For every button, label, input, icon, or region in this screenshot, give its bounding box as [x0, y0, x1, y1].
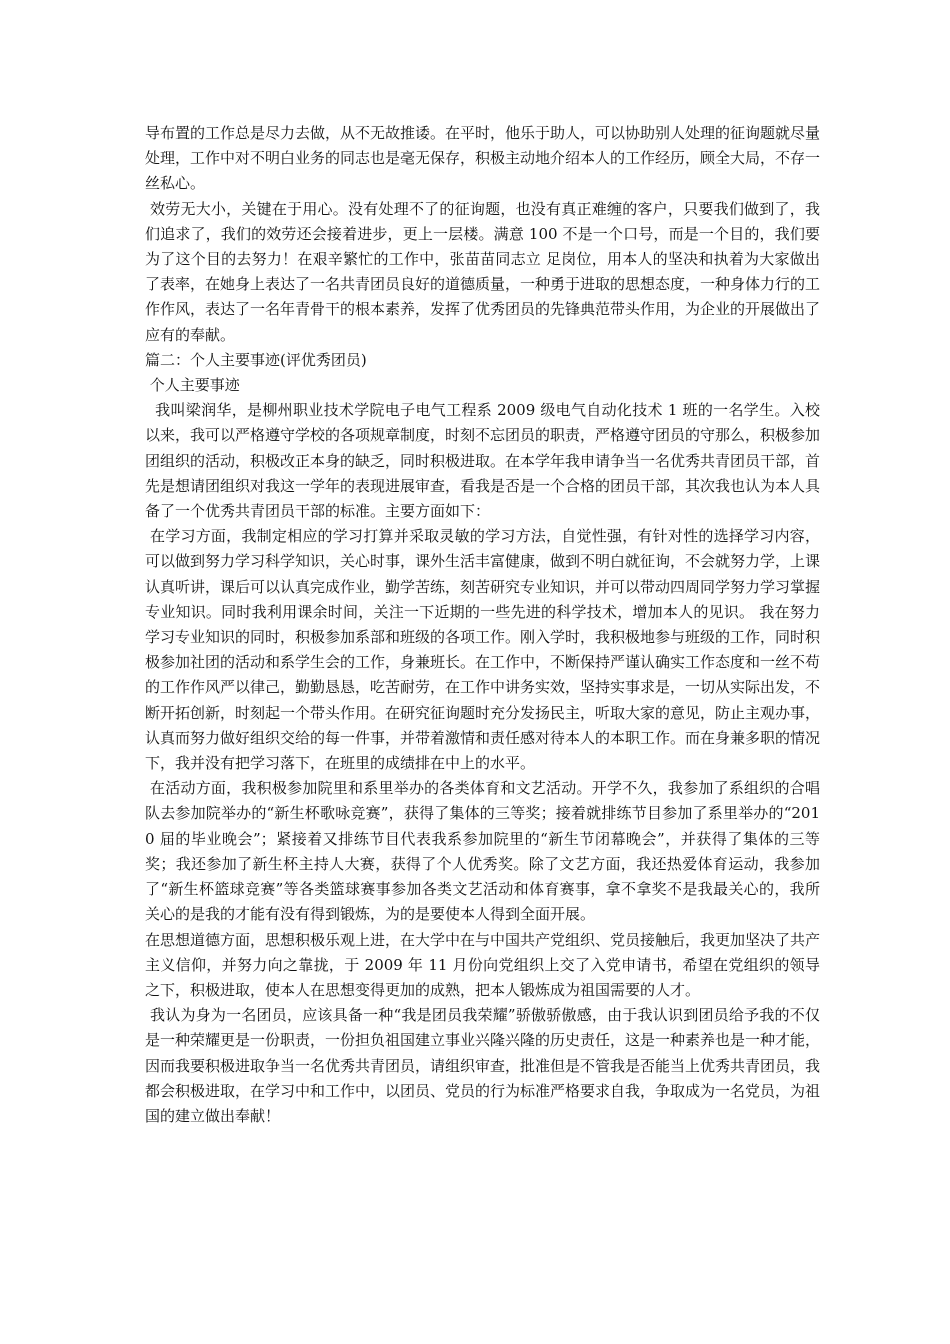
paragraph-ideology: 在思想道德方面，思想积极乐观上进，在大学中在与中国共产党组织、党员接触后，我更加坚决了共产主义信仰，并努力向之靠拢，于 2009 年 11 月份向党组织上交了入党申请书，希望在党组织的领导之下，积极进取，使本人在思想变得更加的成熟，把本人锻炼成为祖国需要的人才。: [145, 930, 821, 999]
paragraph-activities: 在活动方面，我积极参加院里和系里举办的各类体育和文艺活动。开学不久，我参加了系组织的合唱队去参加院举办的“新生杯歌咏竞赛”，获得了集体的三等奖；接着就排练节目参加了系里举办的“2010 届的毕业晚会”；紧接着又排练节目代表我系参加院里的“新生节闭幕晚会”，并获得了集体的三等奖；我还参加了新生杯主持人大赛，获得了个人优秀奖。除了文艺方面，我还热爱体育运动，我参加了“新生杯篮球竞赛”等各类篮球赛事参加各类文艺活动和体育赛事，拿不拿奖不是我最关心的，我所关心的是我的才能有没有得到锻炼，为的是要使本人得到全面开展。: [145, 779, 820, 924]
paragraph-service: 效劳无大小，关键在于用心。没有处理不了的征询题，也没有真正难缠的客户，只要我们做到了，我们追求了，我们的效劳还会接着进步，更上一层楼。满意 100 不是一个口号，而是一个目的，我们要为了这个目的去努力！在艰辛繁忙的工作中，张苗苗同志立 足岗位，用本人的坚决和执着为大家做出了表率，在她身上表达了一名共青团员良好的道德质量，一种勇于进取的思想态度，一种身体力行的工作作风，表达了一名年青骨干的根本素养，发挥了优秀团员的先锋典范带头作用，为企业的开展做出了应有的奉献。: [145, 199, 821, 344]
paragraph-study: 在学习方面，我制定相应的学习打算并采取灵敏的学习方法，自觉性强，有针对性的选择学习内容，可以做到努力学习科学知识，关心时事，课外生活丰富健康，做到不明白就征询，不会就努力学，上课认真听讲，课后可以认真完成作业，勤学苦练，刻苦研究专业知识，并可以带动四周同学努力学习掌握专业知识。同时我利用课余时间，关注一下近期的一些先进的科学技术，增加本人的见识。 我在努力学习专业知识的同时，积极参加系部和班级的各项工作。刚入学时，我积极地参与班级的工作，同时积极参加社团的活动和系学生会的工作，身兼班长。在工作中，不断保持严谨认确实工作态度和一丝不苟的工作作风严以律己，勤勤恳恳，吃苦耐劳，在工作中讲务实效，坚持实事求是，一切从实际出发，不断开拓创新，时刻起一个带头作用。在研究征询题时充分发扬民主，听取大家的意见，防止主观办事，认真而努力做好组织交给的每一件事，并带着激情和责任感对待本人的本职工作。而在身兼多职的情况下，我并没有把学习落下，在班里的成绩排在中上的水平。: [145, 527, 821, 773]
paragraph-conclusion: 我认为身为一名团员，应该具备一种“我是团员我荣耀”骄傲骄傲感，由于我认识到团员给予我的不仅是一种荣耀更是一份职责，一份担负祖国建立事业兴隆兴隆的历史责任，这是一种素养也是一种才能，因而我要积极进取争当一名优秀共青团员，请组织审查，批准但是不管我是否能当上优秀共青团员，我都会积极进取，在学习中和工作中，以团员、党员的行为标准严格要求自我，争取成为一名党员，为祖国的建立做出奉献！: [145, 1006, 821, 1125]
section-heading: 篇二：个人主要事迹(评优秀团员): [145, 350, 367, 369]
document-body: [145, 121, 820, 1129]
paragraph-intro: 我叫梁润华，是柳州职业技术学院电子电气工程系 2009 级电气自动化技术 1 班的一名学生。入校以来，我可以严格遵守学校的各项规章制度，时刻不忘团员的职责，严格遵守团员的守那么，积极参加团组织的活动，积极改正本身的缺乏，同时积极进取。在本学年我申请争当一名优秀共青团员干部，首先是想请团组织对我这一学年的表现进展审查，看我是否是一个合格的团员干部，其次我也认为本人具备了一个优秀共青团员干部的标准。主要方面如下：: [145, 401, 821, 521]
subheading: 个人主要事迹: [145, 376, 240, 395]
paragraph-continuation: 导布置的工作总是尽力去做，从不无故推诿。在平时，他乐于助人，可以协助别人处理的征询题就尽量处理，工作中对不明白业务的同志也是毫无保存，积极主动地介绍本人的工作经历，顾全大局，不存一丝私心。: [145, 124, 821, 193]
